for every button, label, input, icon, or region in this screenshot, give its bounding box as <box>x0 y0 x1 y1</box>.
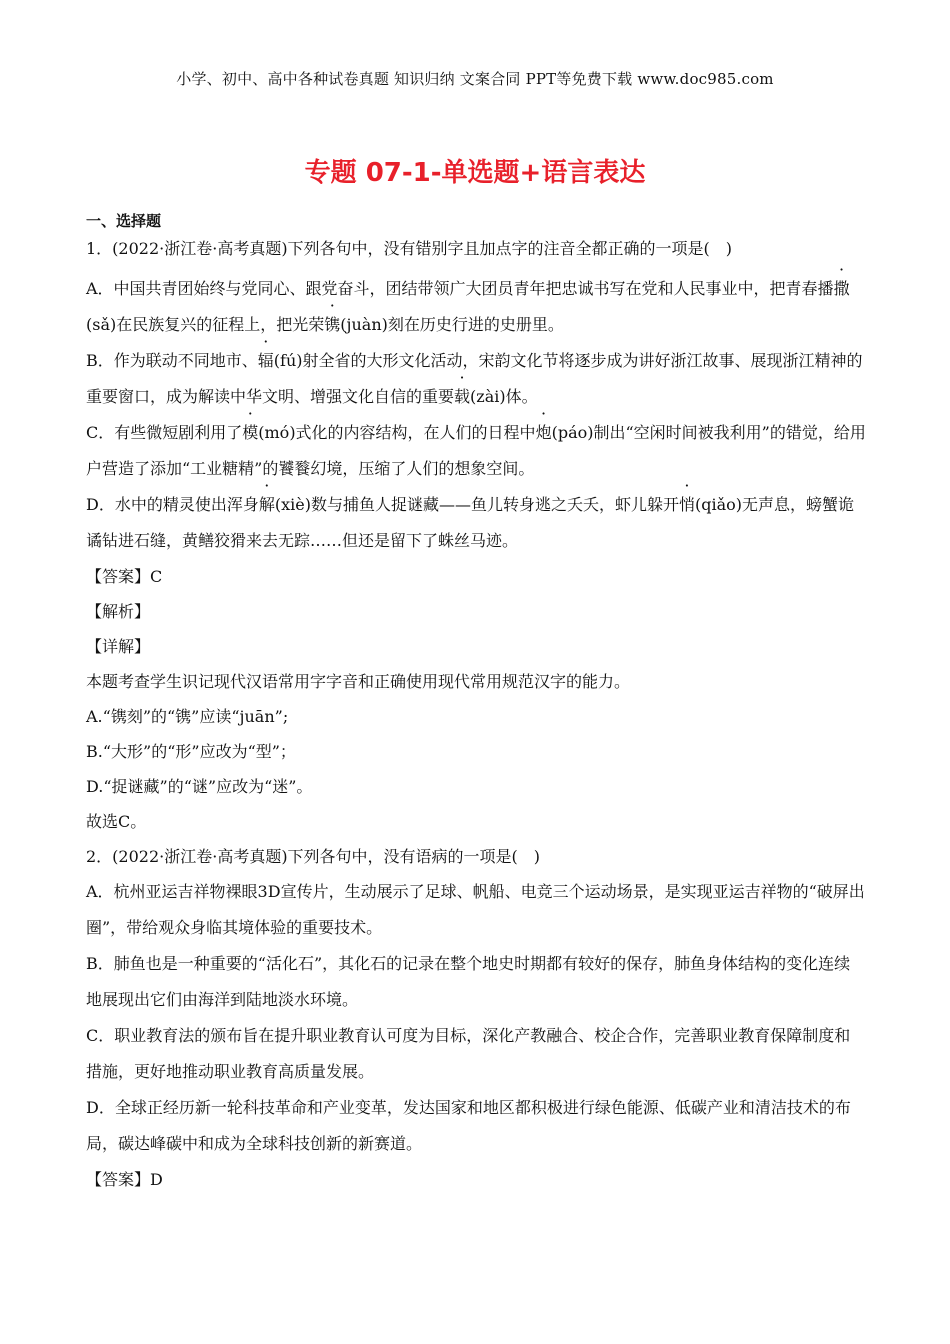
q1-option-c: C．有些微短剧利用了模(mó)式化的内容结构，在人们的日程中炮(páo)制出“空闲时间被我利用”的错觉，给用户营造了添加“工业糖精”的饕餮幻境，压缩了人们的想象空间。 <box>86 423 866 478</box>
q1-option-a: A．中国共青团始终与党同心、跟党奋斗，团结带领广大团员青年把忠诚书写在党和人民事业中，把青春播撒(sǎ)在民族复兴的征程上，把光荣镌(juàn)刻在历史行进的史册里。 <box>86 279 850 334</box>
emphasis-char: 模 <box>242 423 259 442</box>
q2-stem: 2．(2022·浙江卷·高考真题)下列各句中，没有语病的一项是( ) <box>86 847 541 866</box>
q1-detail-label: 【详解】 <box>86 637 151 656</box>
emphasis-char: 解 <box>258 495 275 514</box>
emphasis-char: 悄 <box>678 495 695 514</box>
q1-option-d: D．水中的精灵使出浑身解(xiè)数与捕鱼人捉谜藏——鱼儿转身逃之夭夭，虾儿躲开悄(qiǎo)无声息，螃蟹诡谲钻进石缝，黄鳝狡猾来去无踪……但还是留下了蛛丝马迹。 <box>86 495 855 550</box>
q1-option-b: B．作为联动不同地市、辐(fú)射全省的大形文化活动，宋韵文化节将逐步成为讲好浙江故事、展现浙江精神的重要窗口，成为解读中华文明、增强文化自信的重要载(zài)体。 <box>86 351 863 406</box>
q1-analysis-label: 【解析】 <box>86 602 151 621</box>
emphasis-char: 辐 <box>257 351 274 370</box>
page-title: 专题 07-1-单选题+语言表达 <box>304 158 646 188</box>
q1-detail-d: D.“捉谜藏”的“谜”应改为“迷”。 <box>86 777 313 796</box>
emphasis-char: 撒 <box>833 279 850 298</box>
q2-option-a: A．杭州亚运吉祥物裸眼3D宣传片，生动展示了足球、帆船、电竞三个运动场景，是实现亚运吉祥物的“破屏出圈”，带给观众身临其境体验的重要技术。 <box>86 882 865 937</box>
document-body <box>86 210 866 1197</box>
q1-conclusion: 故选C。 <box>86 812 147 831</box>
q1-detail-a: A.“镌刻”的“镌”应读“juān”; <box>86 707 289 726</box>
page-header: 小学、初中、高中各种试卷真题 知识归纳 文案合同 PPT等免费下载 www.doc985.com <box>176 70 774 88</box>
q2-option-b: B．肺鱼也是一种重要的“活化石”，其化石的记录在整个地史时期都有较好的保存，肺鱼身体结构的变化连续地展现出它们由海洋到陆地淡水环境。 <box>86 954 851 1009</box>
q1-detail-b: B.“大形”的“形”应改为“型”； <box>86 742 296 761</box>
q2-answer: 【答案】D <box>86 1170 163 1189</box>
emphasis-char: 载 <box>454 387 471 406</box>
emphasis-char: 镌 <box>324 315 341 334</box>
section-heading: 一、选择题 <box>86 212 162 230</box>
q2-option-d: D．全球正经历新一轮科技革命和产业变革，发达国家和地区都积极进行绿色能源、低碳产业和清洁技术的布局，碳达峰碳中和成为全球科技创新的新赛道。 <box>86 1098 851 1153</box>
q1-answer: 【答案】C <box>86 567 163 586</box>
q2-option-c: C．职业教育法的颁布旨在提升职业教育认可度为目标，深化产教融合、校企合作，完善职业教育保障制度和措施，更好地推动职业教育高质量发展。 <box>86 1026 851 1081</box>
q1-detail-intro: 本题考查学生识记现代汉语常用字字音和正确使用现代常用规范汉字的能力。 <box>86 672 631 691</box>
emphasis-char: 炮 <box>535 423 552 442</box>
q1-stem: 1．(2022·浙江卷·高考真题)下列各句中，没有错别字且加点字的注音全都正确的一项是( ) <box>86 239 733 258</box>
